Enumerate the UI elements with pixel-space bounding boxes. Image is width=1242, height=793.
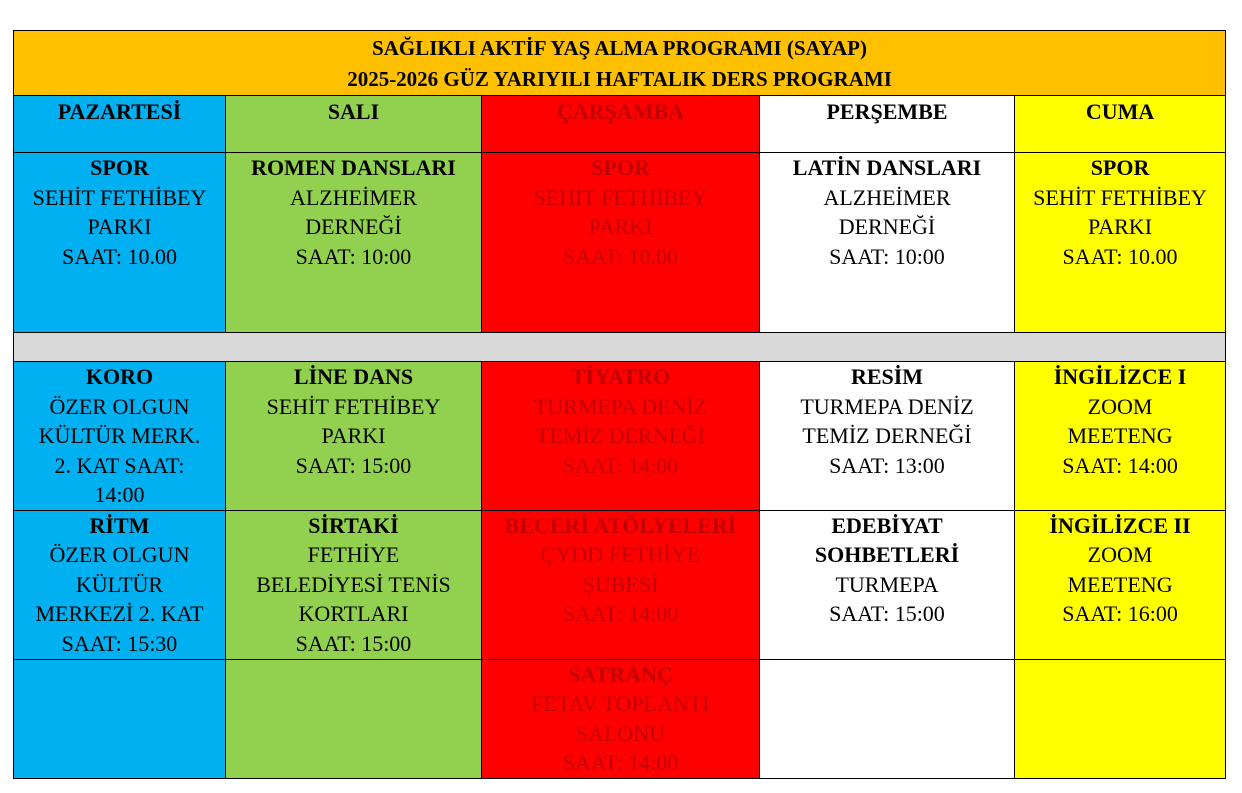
class-detail-line: PARKI	[87, 214, 152, 239]
class-detail-line: SAAT: 15:00	[295, 452, 412, 478]
class-detail-line: ALZHEİMER	[823, 184, 951, 210]
class-title	[760, 511, 1014, 570]
class-title-line: EDEBİYAT	[831, 512, 943, 538]
schedule-title	[14, 31, 1226, 96]
class-cell-wednesday	[482, 153, 760, 333]
class-detail-line: SEHİT FETHİBEY	[1033, 184, 1207, 210]
class-title: SPOR	[1090, 155, 1150, 180]
schedule-row-4	[14, 659, 1226, 778]
class-detail-line: FETAV TOPLANTI	[531, 691, 710, 716]
class-detail-line: TEMİZ DERNEĞİ	[535, 423, 706, 448]
class-detail-line: FETHİYE	[307, 542, 400, 567]
class-title: SPOR	[591, 155, 650, 180]
class-detail-line: SAAT: 10.00	[1062, 243, 1178, 269]
class-detail-line: TURMEPA DENİZ	[800, 393, 974, 419]
class-detail-line: ÖZER OLGUN	[49, 393, 190, 419]
class-title: İNGİLİZCE I	[1053, 364, 1187, 389]
class-title: TİYATRO	[570, 364, 671, 389]
class-title: LATİN DANSLARI	[792, 155, 982, 180]
class-cell-thursday	[760, 659, 1015, 778]
class-detail-line: KORTLARI	[298, 601, 409, 626]
class-detail-line: 14:00	[94, 482, 145, 507]
class-detail-line: ZOOM	[1087, 393, 1153, 419]
class-title: SİRTAKİ	[308, 512, 399, 538]
class-detail-line: SAAT: 14:00	[562, 750, 679, 775]
class-cell-friday	[1015, 659, 1226, 778]
class-cell-friday	[1015, 510, 1226, 659]
class-cell-tuesday	[226, 659, 482, 778]
class-cell-monday	[14, 659, 226, 778]
class-detail-line: SAAT: 10.00	[562, 243, 679, 269]
class-cell-wednesday	[482, 510, 760, 659]
class-detail-line: PARKI	[1088, 214, 1153, 239]
title-line-2: 2025-2026 GÜZ YARIYILI HAFTALIK DERS PROGRAMI	[347, 67, 892, 91]
class-cell-monday	[14, 153, 226, 333]
class-title: SPOR	[90, 155, 149, 180]
separator-cell	[14, 333, 1226, 362]
class-detail-line: SAAT: 15:00	[295, 630, 412, 656]
class-detail-line: SAAT: 14:00	[562, 452, 679, 478]
class-detail-line: 2. KAT SAAT:	[54, 452, 185, 478]
day-header-friday: CUMA	[1015, 96, 1226, 153]
class-detail-line: ALZHEİMER	[289, 184, 418, 210]
separator-row	[14, 333, 1226, 362]
class-detail-line: SEHİT FETHİBEY	[266, 393, 441, 419]
class-cell-monday	[14, 362, 226, 511]
class-cell-tuesday	[226, 153, 482, 333]
class-detail-line: SAAT: 14:00	[1062, 452, 1178, 478]
class-detail-line: DERNEĞİ	[305, 214, 402, 239]
class-detail-line: SALONU	[575, 720, 666, 746]
class-detail-line: ŞUBESİ	[582, 571, 659, 597]
class-detail-line: KÜLTÜR MERK.	[38, 423, 201, 448]
title-row	[14, 31, 1226, 96]
class-detail-line: PARKI	[321, 423, 386, 448]
day-header-thursday: PERŞEMBE	[760, 96, 1015, 153]
day-header-row	[14, 96, 1226, 153]
day-header-wednesday: ÇARŞAMBA	[482, 96, 760, 153]
class-detail-line: DERNEĞİ	[838, 214, 936, 239]
class-detail-line: SAAT: 10:00	[295, 243, 412, 269]
class-cell-thursday	[760, 510, 1015, 659]
class-detail-line: PARKI	[588, 214, 653, 239]
class-cell-monday	[14, 510, 226, 659]
class-cell-friday	[1015, 153, 1226, 333]
class-title: KORO	[85, 364, 154, 389]
class-detail-line: TEMİZ DERNEĞİ	[802, 423, 972, 448]
class-cell-thursday	[760, 362, 1015, 511]
class-detail-line: SAAT: 16:00	[1062, 601, 1178, 626]
class-title-line: SOHBETLERİ	[814, 542, 960, 567]
class-cell-tuesday	[226, 362, 482, 511]
class-detail-line: TURMEPA DENİZ	[533, 393, 708, 419]
class-title: ROMEN DANSLARI	[251, 155, 456, 180]
class-cell-wednesday	[482, 362, 760, 511]
class-cell-wednesday	[482, 659, 760, 778]
class-detail-line: SAAT: 10:00	[829, 243, 945, 269]
class-detail-line: MEETENG	[1067, 571, 1173, 597]
day-header-monday: PAZARTESİ	[14, 96, 226, 153]
class-title: RİTM	[89, 512, 150, 538]
class-title: İNGİLİZCE II	[1049, 512, 1191, 538]
class-detail-line: ZOOM	[1087, 542, 1153, 567]
schedule-row-1	[14, 153, 1226, 333]
class-detail-line: SAAT: 14:00	[562, 601, 679, 626]
class-detail-line: SAAT: 10.00	[61, 243, 178, 269]
class-detail-line: KÜLTÜR	[75, 571, 164, 597]
class-detail-line: SEHİT FETHİBEY	[32, 184, 207, 210]
class-detail-line: SAAT: 15:00	[829, 601, 945, 626]
class-detail-line: MERKEZİ 2. KAT	[35, 601, 204, 626]
class-detail-line: ÇYDD FETHİYE	[540, 542, 701, 567]
class-detail-line: SAAT: 13:00	[829, 452, 945, 478]
class-title: LİNE DANS	[293, 364, 414, 389]
class-cell-friday	[1015, 362, 1226, 511]
schedule-row-2	[14, 362, 1226, 511]
schedule-row-3	[14, 510, 1226, 659]
class-detail-line: SEHİT FETHİBEY	[533, 184, 708, 210]
class-title: SATRANÇ	[568, 661, 673, 687]
class-detail-line: SAAT: 15:30	[61, 630, 178, 656]
class-cell-tuesday	[226, 510, 482, 659]
title-line-1: SAĞLIKLI AKTİF YAŞ ALMA PROGRAMI (SAYAP)	[372, 36, 868, 60]
class-title: BECERİ ATÖLYELERİ	[504, 512, 737, 538]
day-header-tuesday: SALI	[226, 96, 482, 153]
class-detail-line: MEETENG	[1067, 423, 1173, 448]
class-detail-line: TURMEPA	[835, 571, 939, 597]
weekly-schedule-table	[13, 30, 1226, 779]
class-cell-thursday	[760, 153, 1015, 333]
class-detail-line: ÖZER OLGUN	[49, 542, 190, 567]
class-detail-line: BELEDİYESİ TENİS	[256, 571, 451, 597]
class-title: RESİM	[850, 364, 924, 389]
